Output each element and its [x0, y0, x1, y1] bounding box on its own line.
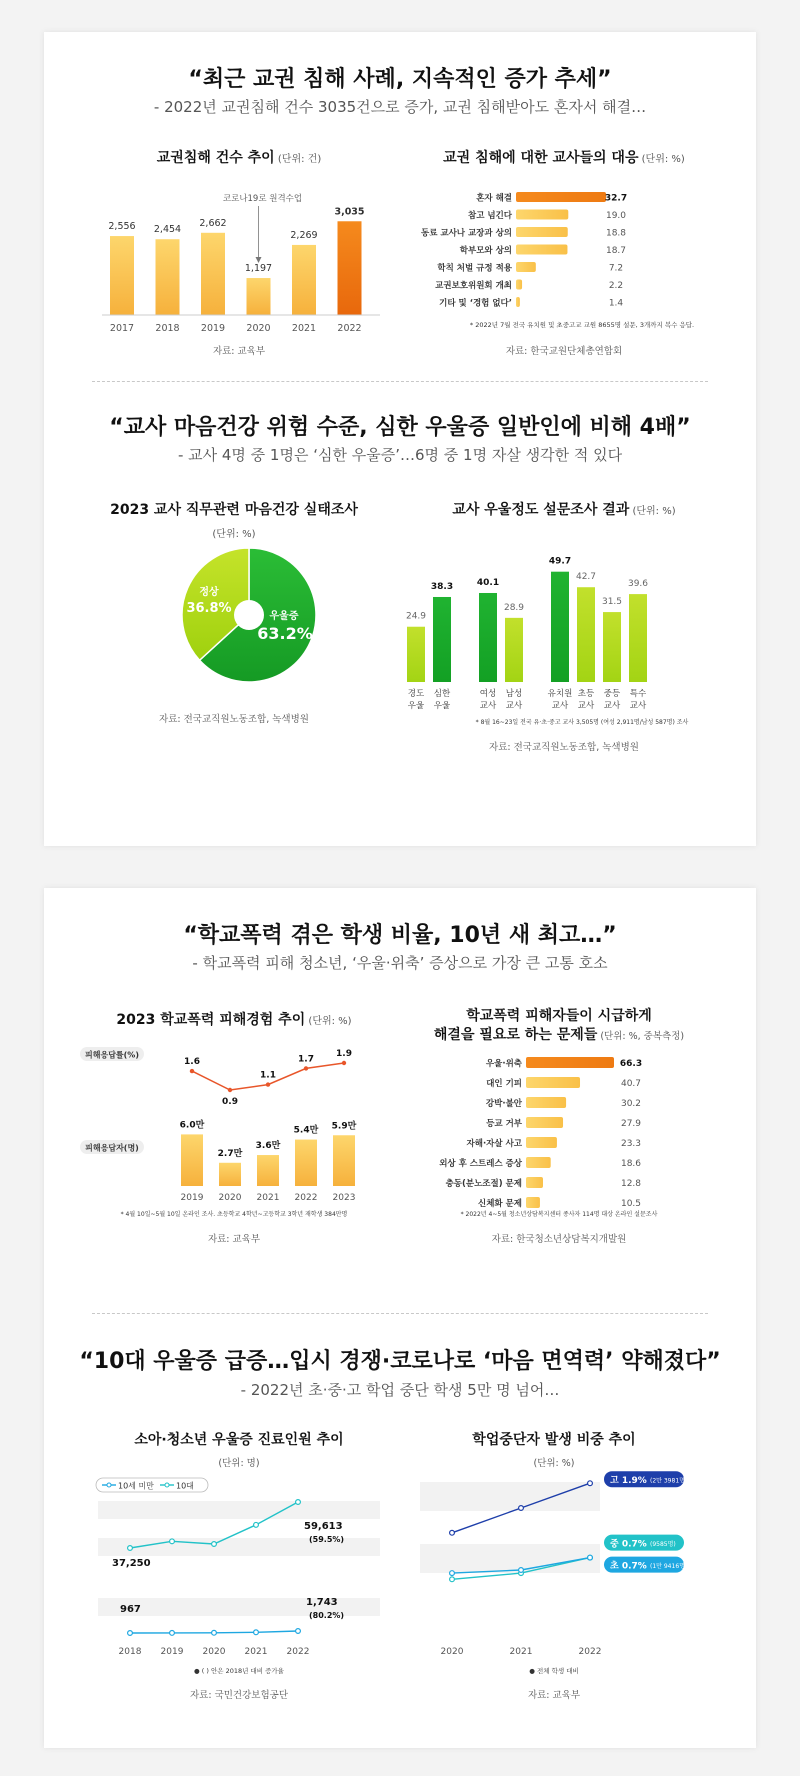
bar-value-label: 49.7: [548, 556, 572, 567]
legend-marker: [107, 1483, 111, 1487]
rate-value-label: 1.7: [298, 1054, 314, 1065]
source-label: 자료: 교육부: [527, 1690, 581, 1701]
bar-신체화 문제: [526, 1197, 540, 1208]
count-value-label: 5.4만: [293, 1125, 319, 1136]
legend-label: 10대: [176, 1481, 194, 1491]
bar-value-label: 18.8: [605, 228, 627, 239]
point-under10: [128, 1631, 133, 1636]
category-label: 학부모와 상의: [459, 246, 512, 256]
c3-title: 2023 교사 직무관련 마음건강 실태조사: [110, 502, 358, 518]
source-label: 자료: 한국교원단체총연합회: [505, 346, 623, 357]
section3-title: “학교폭력 겪은 학생 비율, 10년 새 최고…”: [183, 923, 617, 948]
bar-참고 넘긴다: [516, 210, 568, 220]
x-tick-label: 2021: [509, 1647, 533, 1657]
slice-name-label: 정상: [199, 587, 219, 598]
rate-value-label: 1.9: [336, 1049, 352, 1059]
chart-dropout-ratio: [404, 1426, 724, 1716]
bar-value-label: 28.9: [503, 602, 525, 613]
c8-title: 학업중단자 발생 비중 추이: [472, 1432, 636, 1448]
legend-marker: [165, 1483, 169, 1487]
legend-label: 10세 미만: [118, 1481, 154, 1491]
bar-value-label: 31.5: [601, 597, 623, 608]
rate-point: [342, 1061, 346, 1065]
x-tick-label: 남성: [505, 689, 523, 699]
chart-victim-issues: [404, 1002, 724, 1247]
count-bar-2020: [219, 1163, 241, 1186]
point-teens: [296, 1500, 301, 1505]
point-중: [450, 1577, 455, 1582]
rate-point: [190, 1069, 194, 1073]
bar-value-label: 2,662: [199, 217, 227, 229]
x-tick-label: 심한: [433, 689, 451, 699]
section4-subtitle: - 2022년 초·중·고 학업 중단 학생 5만 명 넘어…: [240, 1381, 560, 1399]
point-teens: [170, 1539, 175, 1544]
c1-unit: (단위: 건): [274, 154, 322, 165]
x-tick-label: 2021: [256, 1193, 280, 1203]
category-label: 참고 넘긴다: [467, 211, 512, 221]
x-tick-label: 2023: [332, 1193, 356, 1203]
chart-teacher-depression: [404, 492, 724, 757]
category-label: 교권보호위원회 개최: [435, 281, 512, 291]
slice-value-label: 63.2%: [257, 624, 313, 643]
bar-value-label: 30.2: [620, 1099, 642, 1109]
x-tick-label: 2017: [109, 323, 135, 334]
x-tick-label: 2020: [246, 323, 271, 334]
x-tick-label: 특수: [629, 689, 647, 699]
c3-unit: (단위: %): [212, 529, 256, 540]
x-tick-label: 유치원: [547, 689, 573, 699]
count-bar-2019: [181, 1134, 203, 1186]
end-note-label: (59.5%): [309, 1535, 345, 1544]
source-label: 자료: 교육부: [212, 346, 266, 357]
chart-teacher-rights-violations: [84, 140, 394, 365]
x-tick-label: 교사: [629, 701, 647, 711]
rate-point: [304, 1066, 308, 1070]
bar-심한우울: [433, 597, 451, 682]
bar-2021: [292, 245, 316, 315]
source-label: 자료: 국민건강보험공단: [190, 1690, 288, 1701]
c8-unit: (단위: %): [533, 1458, 575, 1469]
footnote: * 8월 16~23일 전국 유·초·중고 교사 3,505명 (여성 2,911명/남성 587명) 조사: [475, 719, 689, 726]
section1-subtitle: - 2022년 교권침해 건수 3035건으로 증가, 교권 침해받아도 혼자서 해결…: [153, 98, 647, 116]
x-tick-label: 2018: [118, 1647, 142, 1657]
bar-value-label: 66.3: [619, 1059, 643, 1069]
bar-등교 거부: [526, 1117, 563, 1128]
bar-value-label: 2.2: [608, 281, 624, 291]
bar-value-label: 12.8: [620, 1179, 642, 1189]
bar-value-label: 40.1: [476, 577, 500, 588]
end-value-label: 59,613: [304, 1521, 343, 1532]
x-tick-label: 교사: [551, 701, 569, 711]
point-teens: [128, 1546, 133, 1551]
c5-unit: (단위: %): [305, 1016, 352, 1027]
bar-value-label: 10.5: [620, 1199, 642, 1209]
x-tick-label: 2022: [578, 1647, 602, 1657]
category-label: 등교 거부: [486, 1119, 522, 1129]
bar-대인 기피: [526, 1077, 580, 1088]
x-tick-label: 교사: [505, 701, 523, 711]
bar-2022: [338, 221, 362, 315]
section-divider: [92, 1313, 708, 1314]
category-label: 동료 교사나 교장과 상의: [421, 228, 512, 239]
point-teens: [254, 1522, 259, 1527]
start-value-label: 967: [120, 1604, 141, 1615]
chart-youth-depression: [84, 1426, 394, 1716]
chart-teacher-mental-health: [84, 492, 394, 732]
c2-unit: (단위: %): [638, 154, 685, 165]
footnote: * 2022년 4~5월 청소년상담복지센터 종사자 114명 대상 온라인 설문조사: [460, 1211, 658, 1218]
x-tick-label: 2022: [286, 1647, 310, 1657]
c4-unit: (단위: %): [629, 506, 676, 517]
bar-value-label: 24.9: [405, 611, 427, 622]
end-note-label: (9585명): [650, 1541, 676, 1549]
rate-legend-label: 피해응답률(%): [85, 1050, 139, 1060]
bar-중등교사: [603, 612, 621, 682]
bar-유치원교사: [551, 572, 569, 682]
bar-value-label: 39.6: [627, 579, 649, 590]
grid-band: [420, 1482, 600, 1511]
x-tick-label: 2022: [294, 1193, 318, 1203]
x-tick-label: 2019: [180, 1193, 204, 1203]
end-value-label: 고 1.9%: [610, 1476, 647, 1487]
grid-band: [98, 1501, 380, 1519]
c4-title: 교사 우울정도 설문조사 결과 (단위: %): [452, 502, 676, 518]
c6-title: 학교폭력 피해자들이 시급하게: [466, 1008, 652, 1024]
bar-2018: [156, 239, 180, 315]
category-label: 자해·자살 사고: [466, 1139, 522, 1149]
count-value-label: 2.7만: [217, 1148, 243, 1159]
bar-2020: [247, 278, 271, 315]
bar-외상 후 스트레스 증상: [526, 1157, 551, 1168]
point-고: [588, 1481, 593, 1486]
category-label: 학칙 처벌 규정 적용: [437, 263, 512, 274]
end-value-label: 초 0.7%: [610, 1561, 647, 1572]
bar-학부모와 상의: [516, 245, 567, 255]
infographic-card-2: [44, 888, 756, 1748]
section-divider: [92, 381, 708, 382]
footnote: * 2022년 7월 전국 유치원 및 초중고교 교원 8655명 설문, 3개까지 복수 응답.: [469, 321, 695, 329]
end-value-label: 중 0.7%: [610, 1539, 647, 1550]
point-under10: [170, 1631, 175, 1636]
category-label: 충동(분노조절) 문제: [445, 1179, 522, 1189]
end-note-label: (80.2%): [309, 1611, 345, 1620]
point-under10: [254, 1630, 259, 1635]
bar-value-label: 27.9: [620, 1119, 642, 1129]
x-tick-label: 2021: [244, 1647, 268, 1657]
c2-title: 교권 침해에 대한 교사들의 대응 (단위: %): [443, 150, 685, 166]
bar-value-label: 18.7: [605, 246, 627, 256]
c6-unit: (단위: %, 중복측정): [597, 1031, 685, 1042]
category-label: 외상 후 스트레스 증상: [439, 1159, 522, 1169]
bar-value-label: 2,454: [153, 224, 182, 236]
x-tick-label: 2018: [155, 323, 180, 334]
bar-초등교사: [577, 587, 595, 682]
bar-value-label: 18.6: [620, 1159, 642, 1169]
end-note-label: (1만 9416명): [650, 1563, 688, 1571]
bar-value-label: 32.7: [604, 193, 628, 204]
source-label: 자료: 전국교직원노동조합, 녹색병원: [159, 714, 309, 725]
c7-unit: (단위: 명): [218, 1458, 260, 1469]
point-under10: [296, 1629, 301, 1634]
start-value-label: 37,250: [112, 1558, 151, 1569]
bar-충동(분노조절) 문제: [526, 1177, 543, 1188]
c7-title: 소아·청소년 우울증 진료인원 추이: [134, 1432, 344, 1448]
x-tick-label: 교사: [603, 701, 621, 711]
x-tick-label: 우울: [407, 701, 425, 711]
bar-value-label: 1.4: [608, 298, 624, 309]
footnote: ● 전체 학생 대비: [529, 1667, 579, 1675]
point-고: [519, 1506, 524, 1511]
bar-value-label: 23.3: [620, 1139, 642, 1149]
x-tick-label: 2020: [218, 1193, 242, 1203]
section1-title: “최근 교권 침해 사례, 지속적인 증가 추세”: [188, 67, 612, 92]
bar-동료 교사나 교장과 상의: [516, 227, 568, 237]
bar-value-label: 1,197: [244, 263, 273, 275]
c6-title2: 해결을 필요로 하는 문제들 (단위: %, 중복측정): [433, 1027, 685, 1043]
x-tick-label: 2020: [440, 1647, 464, 1657]
rate-value-label: 1.1: [260, 1070, 276, 1081]
bar-교권보호위원회 개최: [516, 280, 522, 290]
bar-2017: [110, 236, 134, 315]
x-tick-label: 여성: [479, 689, 497, 699]
bar-value-label: 3,035: [334, 206, 365, 218]
x-tick-label: 중등: [603, 689, 621, 699]
x-tick-label: 2019: [160, 1647, 184, 1657]
rate-point: [228, 1088, 232, 1092]
bar-학칙 처벌 규정 적용: [516, 262, 536, 272]
count-bar-2021: [257, 1155, 279, 1186]
count-bar-2023: [333, 1135, 355, 1186]
category-label: 대인 기피: [486, 1079, 522, 1089]
x-tick-label: 경도: [407, 689, 425, 699]
category-label: 강박·불안: [485, 1099, 522, 1109]
category-label: 혼자 해결: [476, 193, 512, 204]
source-label: 자료: 전국교직원노동조합, 녹색병원: [489, 742, 639, 753]
category-label: 기타 및 ‘경험 없다’: [439, 298, 512, 309]
x-tick-label: 우울: [433, 701, 451, 711]
bar-강박·불안: [526, 1097, 566, 1108]
grid-band: [420, 1544, 600, 1573]
count-value-label: 6.0만: [179, 1120, 205, 1131]
slice-value-label: 36.8%: [186, 601, 232, 616]
bar-특수교사: [629, 594, 647, 682]
section3-subtitle: - 학교폭력 피해 청소년, ‘우울·위축’ 증상으로 가장 큰 고통 호소: [192, 954, 608, 972]
x-tick-label: 교사: [577, 701, 595, 711]
infographic-card-1: [44, 32, 756, 846]
count-value-label: 3.6만: [255, 1141, 281, 1152]
bar-value-label: 2,269: [290, 229, 318, 241]
point-초: [450, 1571, 455, 1576]
bar-value-label: 40.7: [620, 1079, 642, 1089]
annotation-label: 코로나19로 원격수업: [222, 194, 303, 204]
point-under10: [212, 1630, 217, 1635]
footnote: ● ( ) 안은 2018년 대비 증가율: [194, 1667, 284, 1675]
x-tick-label: 2021: [291, 323, 317, 334]
bar-남성교사: [505, 618, 523, 682]
count-legend-label: 피해응답자(명): [85, 1143, 139, 1153]
section2-subtitle: - 교사 4명 중 1명은 ‘심한 우울증’…6명 중 1명 자살 생각한 적 있다: [177, 446, 623, 464]
count-bar-2022: [295, 1140, 317, 1186]
section2-title: “교사 마음건강 위험 수준, 심한 우울증 일반인에 비해 4배”: [109, 415, 691, 440]
category-label: 우울·위축: [485, 1059, 522, 1069]
x-tick-label: 2022: [337, 323, 362, 334]
source-label: 자료: 한국청소년상담복지개발원: [491, 1234, 627, 1245]
chart-teacher-responses: [404, 140, 724, 365]
bar-value-label: 2,556: [108, 221, 136, 233]
category-label: 신체화 문제: [477, 1199, 522, 1209]
section4-title: “10대 우울증 급증…입시 경쟁·코로나로 ‘마음 면역력’ 약해졌다”: [79, 1349, 721, 1374]
rate-value-label: 1.6: [184, 1057, 200, 1068]
x-tick-label: 교사: [479, 701, 497, 711]
bar-여성교사: [479, 593, 497, 682]
bar-value-label: 38.3: [430, 581, 454, 592]
footnote: * 4월 10일~5월 10일 온라인 조사. 초등학교 4학년~고등학교 3학년 재학생 384만명: [120, 1211, 348, 1218]
rate-point: [266, 1082, 270, 1086]
x-tick-label: 2020: [202, 1647, 226, 1657]
c5-title: 2023 학교폭력 피해경험 추이 (단위: %): [116, 1012, 352, 1028]
end-note-label: (2만 3981명): [650, 1477, 688, 1485]
bar-2019: [201, 233, 225, 315]
bar-우울·위축: [526, 1057, 614, 1068]
point-초: [588, 1555, 593, 1560]
end-value-label: 1,743: [306, 1597, 338, 1608]
bar-경도우울: [407, 627, 425, 682]
point-고: [450, 1530, 455, 1535]
rate-value-label: 0.9: [222, 1097, 238, 1107]
bar-value-label: 19.0: [605, 211, 627, 221]
point-teens: [212, 1542, 217, 1547]
bar-value-label: 42.7: [575, 572, 597, 583]
bar-자해·자살 사고: [526, 1137, 557, 1148]
bar-기타 및 ‘경험 없다’: [516, 297, 520, 307]
source-label: 자료: 교육부: [207, 1234, 261, 1245]
point-초: [519, 1568, 524, 1573]
bar-value-label: 7.2: [608, 263, 624, 274]
chart-school-violence-trend: [74, 1002, 394, 1247]
x-tick-label: 2019: [200, 323, 226, 334]
bar-혼자 해결: [516, 192, 606, 202]
x-tick-label: 초등: [577, 689, 595, 699]
slice-name-label: 우울증: [269, 611, 299, 622]
c1-title: 교권침해 건수 추이 (단위: 건): [156, 150, 322, 166]
count-value-label: 5.9만: [331, 1121, 357, 1132]
